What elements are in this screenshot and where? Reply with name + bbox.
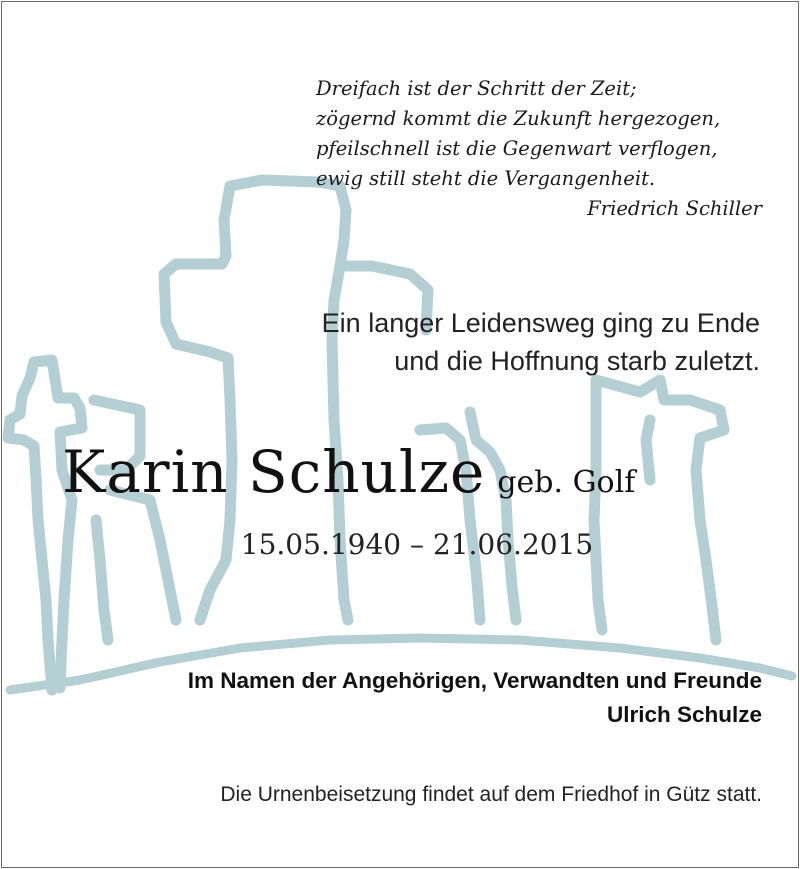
- quote-line-4: ewig still steht die Vergangenheit.: [316, 167, 656, 190]
- intro-line-2: und die Hoffnung starb zuletzt.: [394, 346, 760, 376]
- intro-line-1: Ein langer Leidensweg ging zu Ende: [321, 308, 760, 338]
- maiden-name: geb. Golf: [497, 465, 636, 500]
- notice-frame: [1, 1, 799, 868]
- burial-note: Die Urnenbeisetzung findet auf dem Friedhof in Gütz statt.: [220, 783, 762, 806]
- quote-line-2: zögernd kommt die Zukunft hergezogen,: [316, 107, 721, 130]
- life-dates: 15.05.1940 – 21.06.2015: [240, 528, 594, 561]
- signer-name: Ulrich Schulze: [606, 702, 762, 727]
- family-line: Im Namen der Angehörigen, Verwandten und Freunde: [187, 668, 762, 693]
- quote-line-3: pfeilschnell ist die Gegenwart verflogen,: [316, 137, 718, 160]
- quote-line-1: Dreifach ist der Schritt der Zeit;: [316, 77, 637, 100]
- deceased-name: Karin Schulze: [62, 438, 486, 506]
- quote-author: Friedrich Schiller: [587, 197, 762, 220]
